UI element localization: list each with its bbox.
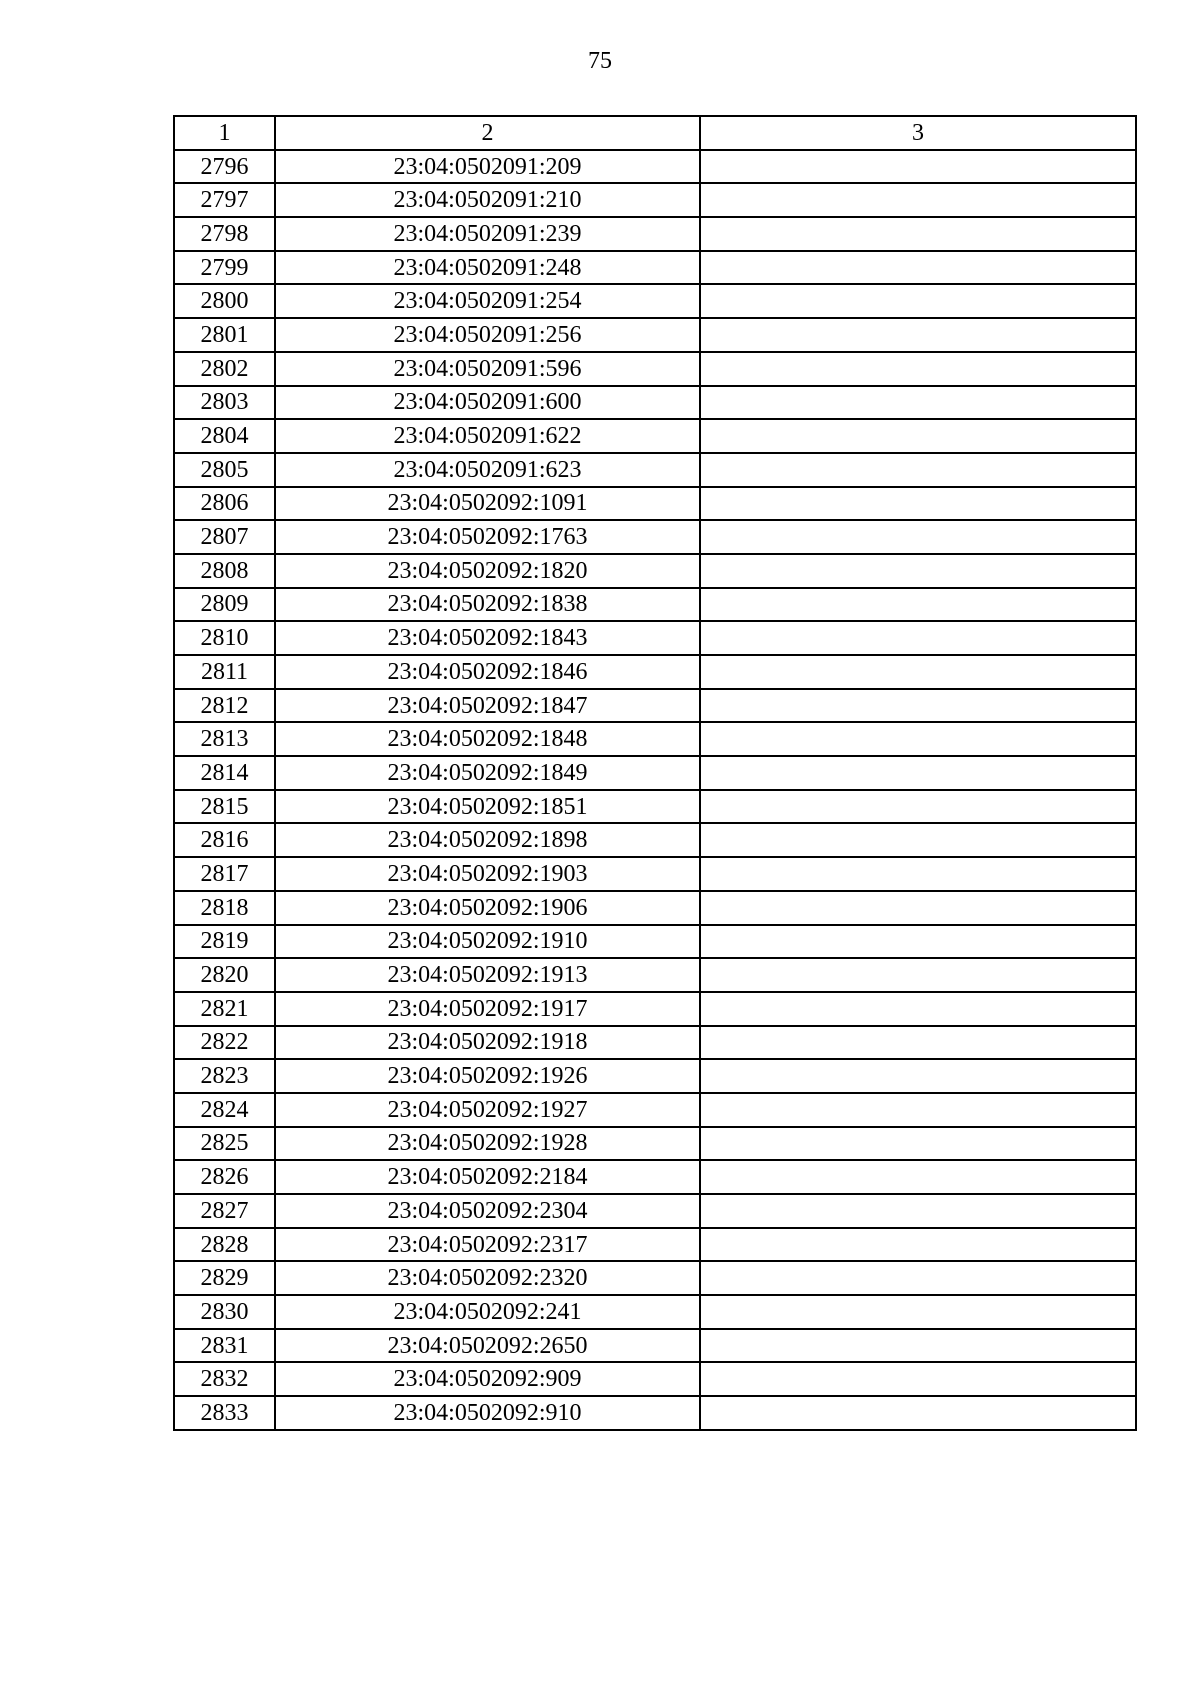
- table-row: [174, 1362, 1136, 1396]
- row-number-cell: 2809: [174, 588, 275, 622]
- cadastral-number-cell: 23:04:0502092:2650: [275, 1329, 700, 1363]
- table-row: [174, 1127, 1136, 1161]
- table-header: [174, 116, 1136, 150]
- note-cell: [700, 318, 1136, 352]
- row-number-cell: 2815: [174, 790, 275, 824]
- note-cell: [700, 419, 1136, 453]
- note-cell: [700, 251, 1136, 285]
- note-cell: [700, 183, 1136, 217]
- table-row: [174, 1228, 1136, 1262]
- row-number-cell: 2822: [174, 1026, 275, 1060]
- note-cell: [700, 621, 1136, 655]
- cadastral-number-cell: 23:04:0502092:1847: [275, 689, 700, 723]
- row-number-cell: 2808: [174, 554, 275, 588]
- cadastral-number-cell: 23:04:0502092:910: [275, 1396, 700, 1430]
- cadastral-number-cell: 23:04:0502092:2320: [275, 1261, 700, 1295]
- cadastral-number-cell: 23:04:0502091:596: [275, 352, 700, 386]
- row-number-cell: 2833: [174, 1396, 275, 1430]
- cadastral-number-cell: 23:04:0502092:241: [275, 1295, 700, 1329]
- note-cell: [700, 1396, 1136, 1430]
- cadastral-number-cell: 23:04:0502092:2304: [275, 1194, 700, 1228]
- cadastral-number-cell: 23:04:0502092:1846: [275, 655, 700, 689]
- row-number-cell: 2804: [174, 419, 275, 453]
- table-row: [174, 217, 1136, 251]
- note-cell: [700, 1127, 1136, 1161]
- table-row: [174, 1396, 1136, 1430]
- cadastral-number-cell: 23:04:0502092:1849: [275, 756, 700, 790]
- cadastral-number-cell: 23:04:0502092:1091: [275, 487, 700, 521]
- cadastral-number-cell: 23:04:0502092:1903: [275, 857, 700, 891]
- cadastral-number-cell: 23:04:0502092:1918: [275, 1026, 700, 1060]
- note-cell: [700, 722, 1136, 756]
- cadastral-number-cell: 23:04:0502091:209: [275, 150, 700, 184]
- table-row: [174, 1329, 1136, 1363]
- note-cell: [700, 1093, 1136, 1127]
- row-number-cell: 2806: [174, 487, 275, 521]
- note-cell: [700, 655, 1136, 689]
- cadastral-number-cell: 23:04:0502092:1820: [275, 554, 700, 588]
- table-row: [174, 487, 1136, 521]
- row-number-cell: 2814: [174, 756, 275, 790]
- note-cell: [700, 756, 1136, 790]
- cadastral-number-cell: 23:04:0502092:1913: [275, 958, 700, 992]
- cadastral-number-cell: 23:04:0502092:1838: [275, 588, 700, 622]
- table-row: [174, 992, 1136, 1026]
- row-number-cell: 2803: [174, 386, 275, 420]
- table-row: [174, 588, 1136, 622]
- row-number-cell: 2810: [174, 621, 275, 655]
- note-cell: [700, 150, 1136, 184]
- table-row: [174, 251, 1136, 285]
- table-row: [174, 621, 1136, 655]
- cadastral-number-cell: 23:04:0502091:256: [275, 318, 700, 352]
- cadastral-number-cell: 23:04:0502091:210: [275, 183, 700, 217]
- cadastral-number-cell: 23:04:0502091:254: [275, 284, 700, 318]
- note-cell: [700, 857, 1136, 891]
- note-cell: [700, 1228, 1136, 1262]
- row-number-cell: 2820: [174, 958, 275, 992]
- table-row: [174, 1026, 1136, 1060]
- row-number-cell: 2807: [174, 520, 275, 554]
- cadastral-number-cell: 23:04:0502091:239: [275, 217, 700, 251]
- row-number-cell: 2829: [174, 1261, 275, 1295]
- row-number-cell: 2799: [174, 251, 275, 285]
- cadastral-number-cell: 23:04:0502092:1848: [275, 722, 700, 756]
- cadastral-number-cell: 23:04:0502092:1917: [275, 992, 700, 1026]
- note-cell: [700, 453, 1136, 487]
- note-cell: [700, 823, 1136, 857]
- table-body: [174, 150, 1136, 1430]
- cadastral-number-cell: 23:04:0502092:1906: [275, 891, 700, 925]
- row-number-cell: 2802: [174, 352, 275, 386]
- note-cell: [700, 891, 1136, 925]
- cadastral-number-cell: 23:04:0502092:1851: [275, 790, 700, 824]
- table-row: [174, 790, 1136, 824]
- row-number-cell: 2817: [174, 857, 275, 891]
- note-cell: [700, 992, 1136, 1026]
- cadastral-number-cell: 23:04:0502091:623: [275, 453, 700, 487]
- row-number-cell: 2825: [174, 1127, 275, 1161]
- row-number-cell: 2831: [174, 1329, 275, 1363]
- table-row: [174, 318, 1136, 352]
- cadastral-number-cell: 23:04:0502092:1898: [275, 823, 700, 857]
- note-cell: [700, 1295, 1136, 1329]
- cadastral-number-cell: 23:04:0502091:622: [275, 419, 700, 453]
- note-cell: [700, 1362, 1136, 1396]
- note-cell: [700, 386, 1136, 420]
- row-number-cell: 2818: [174, 891, 275, 925]
- table-row: [174, 183, 1136, 217]
- row-number-cell: 2821: [174, 992, 275, 1026]
- row-number-cell: 2824: [174, 1093, 275, 1127]
- note-cell: [700, 1194, 1136, 1228]
- cadastral-number-cell: 23:04:0502092:2317: [275, 1228, 700, 1262]
- note-cell: [700, 689, 1136, 723]
- row-number-cell: 2828: [174, 1228, 275, 1262]
- row-number-cell: 2800: [174, 284, 275, 318]
- cadastral-number-cell: 23:04:0502092:1763: [275, 520, 700, 554]
- note-cell: [700, 958, 1136, 992]
- row-number-cell: 2819: [174, 925, 275, 959]
- row-number-cell: 2801: [174, 318, 275, 352]
- column-header-3: 3: [700, 116, 1136, 150]
- row-number-cell: 2827: [174, 1194, 275, 1228]
- note-cell: [700, 1329, 1136, 1363]
- cadastral-number-cell: 23:04:0502091:600: [275, 386, 700, 420]
- cadastral-number-cell: 23:04:0502092:1843: [275, 621, 700, 655]
- column-header-2: 2: [275, 116, 700, 150]
- table-row: [174, 1093, 1136, 1127]
- table-row: [174, 958, 1136, 992]
- table-row: [174, 1160, 1136, 1194]
- cadastral-number-cell: 23:04:0502092:1928: [275, 1127, 700, 1161]
- table-row: [174, 689, 1136, 723]
- table-row: [174, 352, 1136, 386]
- table-row: [174, 891, 1136, 925]
- page-number: 75: [588, 48, 612, 74]
- table-row: [174, 925, 1136, 959]
- note-cell: [700, 588, 1136, 622]
- row-number-cell: 2812: [174, 689, 275, 723]
- registry-table: [173, 115, 1137, 1431]
- note-cell: [700, 520, 1136, 554]
- note-cell: [700, 1059, 1136, 1093]
- table-row: [174, 453, 1136, 487]
- cadastral-number-cell: 23:04:0502092:1927: [275, 1093, 700, 1127]
- table-row: [174, 520, 1136, 554]
- cadastral-number-cell: 23:04:0502092:1910: [275, 925, 700, 959]
- row-number-cell: 2805: [174, 453, 275, 487]
- column-header-1: 1: [174, 116, 275, 150]
- note-cell: [700, 217, 1136, 251]
- note-cell: [700, 925, 1136, 959]
- note-cell: [700, 352, 1136, 386]
- table-row: [174, 722, 1136, 756]
- table-row: [174, 756, 1136, 790]
- table-row: [174, 1194, 1136, 1228]
- note-cell: [700, 284, 1136, 318]
- note-cell: [700, 1160, 1136, 1194]
- table-row: [174, 1295, 1136, 1329]
- table-row: [174, 1059, 1136, 1093]
- note-cell: [700, 1261, 1136, 1295]
- cadastral-number-cell: 23:04:0502091:248: [275, 251, 700, 285]
- table-row: [174, 857, 1136, 891]
- table-row: [174, 284, 1136, 318]
- row-number-cell: 2823: [174, 1059, 275, 1093]
- table-row: [174, 1261, 1136, 1295]
- note-cell: [700, 487, 1136, 521]
- cadastral-number-cell: 23:04:0502092:909: [275, 1362, 700, 1396]
- cadastral-number-cell: 23:04:0502092:2184: [275, 1160, 700, 1194]
- row-number-cell: 2832: [174, 1362, 275, 1396]
- table-row: [174, 554, 1136, 588]
- row-number-cell: 2811: [174, 655, 275, 689]
- table-row: [174, 655, 1136, 689]
- table-row: [174, 823, 1136, 857]
- note-cell: [700, 1026, 1136, 1060]
- row-number-cell: 2816: [174, 823, 275, 857]
- table-row: [174, 386, 1136, 420]
- row-number-cell: 2830: [174, 1295, 275, 1329]
- cadastral-number-cell: 23:04:0502092:1926: [275, 1059, 700, 1093]
- row-number-cell: 2826: [174, 1160, 275, 1194]
- note-cell: [700, 790, 1136, 824]
- table-row: [174, 150, 1136, 184]
- note-cell: [700, 554, 1136, 588]
- header-row: [174, 116, 1136, 150]
- row-number-cell: 2796: [174, 150, 275, 184]
- row-number-cell: 2813: [174, 722, 275, 756]
- row-number-cell: 2798: [174, 217, 275, 251]
- row-number-cell: 2797: [174, 183, 275, 217]
- table-row: [174, 419, 1136, 453]
